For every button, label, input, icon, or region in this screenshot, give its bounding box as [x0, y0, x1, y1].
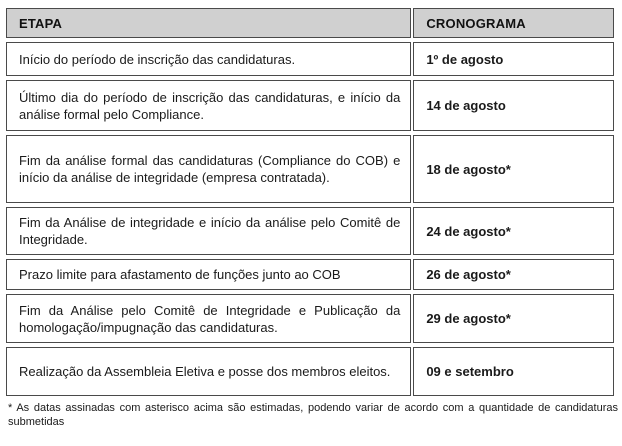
table-row [6, 259, 614, 290]
date-cell: 24 de agosto* [413, 207, 614, 255]
stage-cell: Realização da Assembleia Eletiva e posse dos membros eleitos. [6, 347, 411, 396]
footnote: * As datas assinadas com asterisco acima são estimadas, podendo variar de acordo com a quantidade de candidaturas submetidas [8, 402, 618, 428]
table-row [6, 294, 614, 343]
stage-cell: Fim da análise formal das candidaturas (Compliance do COB) e início da análise de integridade (empresa contratada). [6, 135, 411, 203]
stage-cell: Prazo limite para afastamento de funções junto ao COB [6, 259, 411, 290]
date-cell: 09 e setembro [413, 347, 614, 396]
stage-cell: Fim da Análise de integridade e início da análise pelo Comitê de Integridade. [6, 207, 411, 255]
table-header-row [6, 8, 614, 38]
stage-cell: Último dia do período de inscrição das candidaturas, e início da análise formal pelo Compliance. [6, 80, 411, 131]
table-row [6, 80, 614, 131]
date-cell: 1º de agosto [413, 42, 614, 76]
table-row [6, 207, 614, 255]
stage-cell: Fim da Análise pelo Comitê de Integridade e Publicação da homologação/impugnação das candidaturas. [6, 294, 411, 343]
table-row [6, 42, 614, 76]
date-cell: 14 de agosto [413, 80, 614, 131]
date-cell: 29 de agosto* [413, 294, 614, 343]
header-stage: ETAPA [6, 8, 411, 38]
schedule-document [6, 4, 618, 429]
stage-cell: Início do período de inscrição das candidaturas. [6, 42, 411, 76]
table-row [6, 347, 614, 396]
table-row [6, 135, 614, 203]
schedule-table [4, 4, 616, 400]
date-cell: 26 de agosto* [413, 259, 614, 290]
date-cell: 18 de agosto* [413, 135, 614, 203]
header-schedule: CRONOGRAMA [413, 8, 614, 38]
